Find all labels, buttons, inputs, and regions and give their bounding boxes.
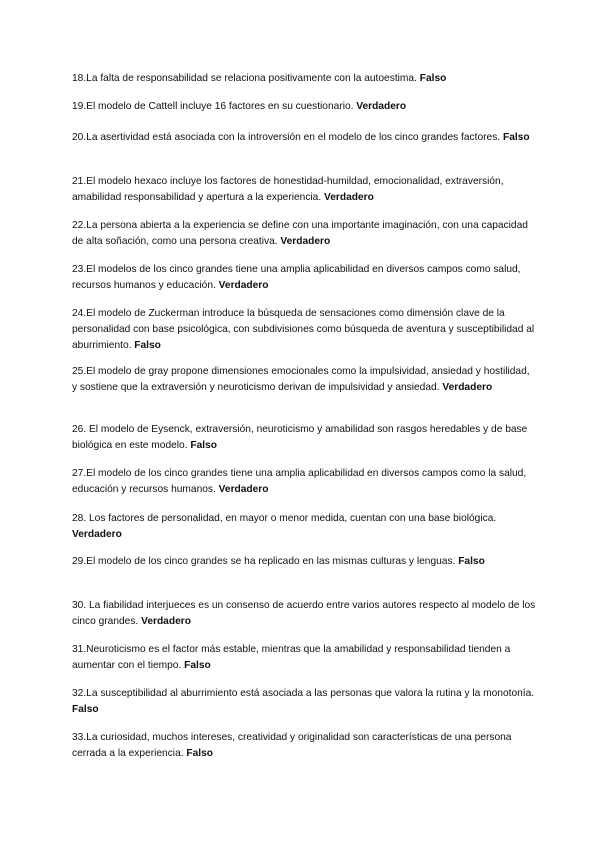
answer-label: Falso bbox=[72, 704, 99, 715]
question-item bbox=[72, 730, 536, 762]
answer-label: Falso bbox=[186, 748, 213, 759]
question-text: 23.El modelos de los cinco grandes tiene una amplia aplicabilidad en diversos campos como salud, recursos humanos y educación. bbox=[72, 264, 521, 291]
question-item bbox=[72, 306, 536, 354]
answer-label: Verdadero bbox=[218, 280, 269, 291]
question-text: 20.La asertividad está asociada con la introversión en el modelo de los cinco grandes factores. bbox=[72, 132, 503, 143]
question-item bbox=[72, 218, 536, 250]
question-text: 30. La fiabilidad interjueces es un consenso de acuerdo entre varios autores respecto al modelo de los cinco grandes. bbox=[72, 600, 536, 627]
question-item bbox=[72, 174, 536, 206]
question-item bbox=[72, 262, 536, 294]
question-item bbox=[72, 686, 536, 718]
question-text: 27.El modelo de los cinco grandes tiene una amplia aplicabilidad en diversos campos como la salud, educación y recursos humanos. bbox=[72, 468, 527, 495]
answer-label: Verdadero bbox=[218, 484, 269, 495]
answer-label: Falso bbox=[184, 660, 211, 671]
answer-label: Falso bbox=[458, 556, 485, 567]
question-item bbox=[72, 466, 536, 498]
question-text: 32.La susceptibilidad al aburrimiento está asociada a las personas que valora la rutina y la monotonía. bbox=[72, 688, 535, 699]
question-text: 28. Los factores de personalidad, en mayor o menor medida, cuentan con una base biológica. bbox=[72, 513, 497, 524]
question-item bbox=[72, 364, 536, 396]
answer-label: Falso bbox=[190, 440, 217, 451]
question-item bbox=[72, 99, 536, 115]
answer-label: Falso bbox=[419, 73, 447, 84]
question-item bbox=[72, 511, 536, 543]
question-text: 18.La falta de responsabilidad se relaciona positivamente con la autoestima. bbox=[72, 73, 420, 84]
answer-label: Verdadero bbox=[72, 529, 122, 540]
answer-label: Falso bbox=[134, 340, 161, 351]
question-text: 31.Neuroticismo es el factor más estable, mientras que la amabilidad y responsabilidad tienden a aumentar con el tiempo. bbox=[72, 644, 511, 671]
question-text: 29.El modelo de los cinco grandes se ha replicado en las mismas culturas y lenguas. bbox=[72, 556, 459, 567]
question-item bbox=[72, 554, 536, 570]
question-item bbox=[72, 130, 536, 146]
question-text: 22.La persona abierta a la experiencia se define con una importante imaginación, con una capacidad de alta soñación, como una persona creativa. bbox=[72, 220, 528, 247]
question-text: 26. El modelo de Eysenck, extraversión, neuroticismo y amabilidad son rasgos heredables y de base biológica en este modelo. bbox=[72, 424, 528, 451]
question-text: 21.El modelo hexaco incluye los factores de honestidad-humildad, emocionalidad, extraversión, amabilidad responsabilidad y apertura a la experiencia. bbox=[72, 176, 504, 203]
answer-label: Verdadero bbox=[280, 236, 331, 247]
answer-label: Verdadero bbox=[356, 101, 407, 112]
question-item bbox=[72, 422, 536, 454]
question-item bbox=[72, 71, 536, 87]
answer-label: Verdadero bbox=[324, 192, 374, 203]
question-item bbox=[72, 598, 536, 630]
answer-label: Verdadero bbox=[141, 616, 191, 627]
answer-label: Verdadero bbox=[442, 382, 493, 393]
question-item bbox=[72, 642, 536, 674]
answer-label: Falso bbox=[502, 132, 530, 143]
question-text: 24.El modelo de Zuckerman introduce la búsqueda de sensaciones como dimensión clave de la personalidad con base psicológica, con subdivisiones como búsqueda de aventura y susceptibilidad al aburrimiento. bbox=[72, 308, 535, 351]
question-text: 33.La curiosidad, muchos intereses, creatividad y originalidad son características de una persona cerrada a la experiencia. bbox=[72, 732, 512, 759]
question-text: 25.El modelo de gray propone dimensiones emocionales como la impulsividad, ansiedad y hostilidad, y sostiene que la extraversión y neuroticismo derivan de impulsividad y ansiedad. bbox=[72, 366, 530, 393]
question-text: 19.El modelo de Cattell incluye 16 factores en su cuestionario. bbox=[72, 101, 357, 112]
